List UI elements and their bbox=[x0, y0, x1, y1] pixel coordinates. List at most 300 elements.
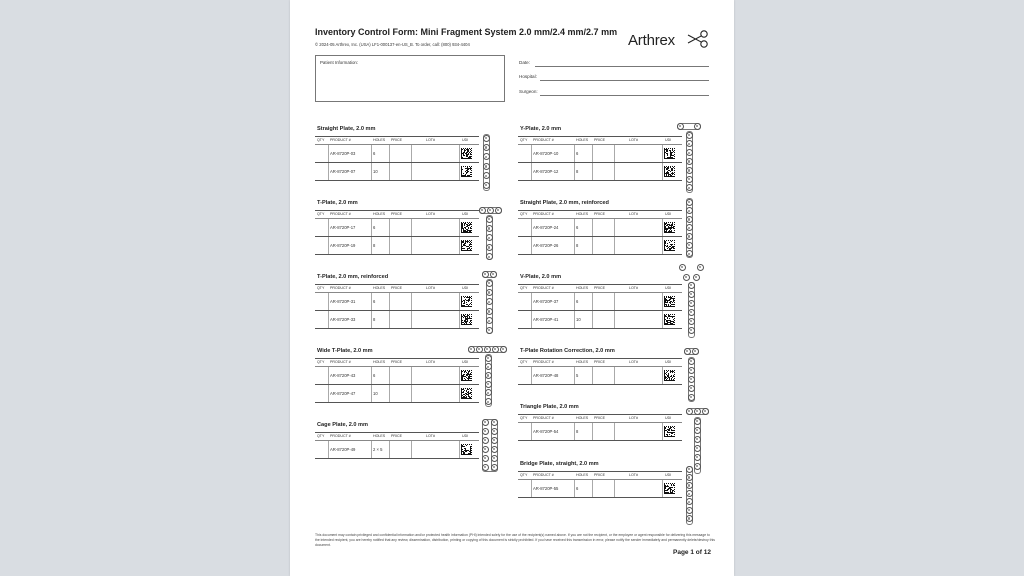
plate-hole bbox=[482, 455, 489, 462]
column-header-udi: UDI bbox=[665, 286, 672, 291]
udi-barcode-icon bbox=[664, 296, 675, 307]
lot-cell[interactable] bbox=[615, 373, 659, 381]
udi-barcode-icon bbox=[664, 314, 675, 325]
plate-hole bbox=[476, 346, 483, 353]
cell-divider bbox=[459, 385, 460, 402]
udi-barcode-icon bbox=[664, 166, 675, 177]
price-cell[interactable] bbox=[593, 299, 613, 307]
table-header bbox=[315, 136, 479, 145]
table-header bbox=[518, 284, 682, 293]
plate-hole bbox=[491, 455, 498, 462]
plate-hole bbox=[483, 172, 490, 179]
plate-hole bbox=[694, 463, 701, 470]
table-row bbox=[315, 385, 479, 403]
price-cell[interactable] bbox=[390, 151, 410, 159]
section-title: Bridge Plate, straight, 2.0 mm bbox=[520, 461, 599, 467]
product-number: AR-8720P-12 bbox=[533, 169, 559, 174]
column-header-product: PRODUCT # bbox=[533, 360, 554, 365]
column-header-qty: QTY bbox=[317, 212, 325, 217]
qty-cell[interactable] bbox=[519, 225, 530, 233]
plate-hole bbox=[485, 381, 492, 388]
holes-value: 6 bbox=[373, 225, 376, 230]
disclaimer-text: This document may contain privileged and confidential information and/or protected health information (PHI) intended solely for the use of the recipient(s) named above. If you are not the recipient, or the employee or agent responsible for delivering this message to the intended recipient, you are hereby notified that any review, dissemination, distribution, printing or copying of this document is strictly prohibited. If you have received this transmission in error, please notify the sender immediately and permanently delete/destroy this document. bbox=[315, 533, 715, 547]
column-header-price: PRICE bbox=[594, 286, 605, 291]
column-header-holes: HOLES bbox=[373, 286, 386, 291]
copyright-line: © 2024-05 Arthrex, Inc. (USA) LF1-000137-en-US_B. To order, call: (800) 934-4404 bbox=[315, 42, 470, 47]
udi-barcode-icon bbox=[461, 222, 472, 233]
cell-divider bbox=[531, 145, 532, 162]
column-header-holes: HOLES bbox=[576, 286, 589, 291]
column-header-holes: HOLES bbox=[373, 434, 386, 439]
plate-hole bbox=[679, 264, 686, 271]
date-line bbox=[535, 66, 709, 67]
column-header-udi: UDI bbox=[462, 434, 469, 439]
table-header bbox=[518, 210, 682, 219]
table-row bbox=[518, 237, 682, 255]
product-table bbox=[315, 358, 479, 403]
qty-cell[interactable] bbox=[519, 169, 530, 177]
qty-cell[interactable] bbox=[519, 317, 530, 325]
product-section bbox=[518, 461, 682, 495]
price-cell[interactable] bbox=[593, 169, 613, 177]
udi-barcode-icon bbox=[664, 483, 675, 494]
holes-value: 6 bbox=[373, 151, 376, 156]
product-section bbox=[518, 274, 682, 325]
plate-hole bbox=[683, 274, 690, 281]
product-section bbox=[315, 200, 479, 251]
cell-divider bbox=[531, 237, 532, 254]
product-section bbox=[518, 404, 682, 438]
price-cell[interactable] bbox=[593, 151, 613, 159]
plate-hole bbox=[686, 176, 693, 183]
cell-divider bbox=[371, 219, 372, 236]
column-header-holes: HOLES bbox=[373, 212, 386, 217]
lot-cell[interactable] bbox=[615, 151, 659, 159]
qty-cell[interactable] bbox=[316, 151, 327, 159]
column-header-udi: UDI bbox=[665, 138, 672, 143]
product-table bbox=[315, 432, 479, 459]
plate-hole bbox=[491, 428, 498, 435]
plate-hole bbox=[686, 408, 693, 415]
qty-cell[interactable] bbox=[316, 299, 327, 307]
product-table bbox=[518, 471, 682, 498]
product-number: AR-8720P-49 bbox=[330, 447, 356, 452]
column-header-udi: UDI bbox=[665, 416, 672, 421]
table-row bbox=[315, 237, 479, 255]
section-title: V-Plate, 2.0 mm bbox=[520, 274, 562, 280]
qty-cell[interactable] bbox=[519, 429, 530, 437]
table-row bbox=[518, 423, 682, 441]
lot-cell[interactable] bbox=[615, 429, 659, 437]
column-header-product: PRODUCT # bbox=[533, 416, 554, 421]
plate-hole bbox=[492, 346, 499, 353]
product-table bbox=[315, 210, 479, 255]
plate-hole bbox=[694, 408, 701, 415]
price-cell[interactable] bbox=[390, 169, 410, 177]
plate-hole bbox=[468, 346, 475, 353]
section-title: Straight Plate, 2.0 mm bbox=[317, 126, 376, 132]
column-header-holes: HOLES bbox=[576, 360, 589, 365]
hospital-line bbox=[540, 80, 709, 81]
cell-divider bbox=[371, 145, 372, 162]
lot-cell[interactable] bbox=[615, 317, 659, 325]
holes-value: 8 bbox=[576, 243, 579, 248]
surgeon-label: Surgeon: bbox=[519, 89, 538, 94]
holes-value: 10 bbox=[373, 169, 378, 174]
plate-hole bbox=[686, 515, 693, 522]
product-table bbox=[315, 284, 479, 329]
cell-divider bbox=[459, 237, 460, 254]
udi-barcode-icon bbox=[461, 388, 472, 399]
plate-hole bbox=[702, 408, 709, 415]
plate-hole bbox=[694, 445, 701, 452]
qty-cell[interactable] bbox=[316, 169, 327, 177]
product-section bbox=[518, 126, 682, 177]
hospital-field[interactable] bbox=[519, 74, 709, 82]
cell-divider bbox=[662, 367, 663, 384]
column-header-lot: LOT# bbox=[426, 138, 435, 143]
column-header-lot: LOT# bbox=[629, 360, 638, 365]
udi-barcode-icon bbox=[461, 370, 472, 381]
plate-hole bbox=[486, 253, 493, 260]
section-title: Cage Plate, 2.0 mm bbox=[317, 422, 368, 428]
product-number: AR-8720P-54 bbox=[533, 429, 559, 434]
section-title: T-Plate, 2.0 mm, reinforced bbox=[317, 274, 389, 280]
price-cell[interactable] bbox=[593, 429, 613, 437]
cell-divider bbox=[328, 145, 329, 162]
cell-divider bbox=[574, 145, 575, 162]
plate-hole bbox=[688, 327, 695, 334]
lot-cell[interactable] bbox=[615, 486, 659, 494]
column-header-qty: QTY bbox=[317, 434, 325, 439]
plate-hole bbox=[486, 280, 493, 287]
qty-cell[interactable] bbox=[519, 243, 530, 251]
product-number: AR-8720P-19 bbox=[330, 243, 356, 248]
column-header-product: PRODUCT # bbox=[533, 138, 554, 143]
cell-divider bbox=[328, 441, 329, 458]
lot-cell[interactable] bbox=[615, 299, 659, 307]
product-table bbox=[518, 210, 682, 255]
product-table bbox=[518, 284, 682, 329]
qty-cell[interactable] bbox=[519, 373, 530, 381]
column-header-price: PRICE bbox=[391, 286, 402, 291]
hospital-label: Hospital: bbox=[519, 74, 537, 79]
column-header-qty: QTY bbox=[520, 473, 528, 478]
form-page bbox=[290, 0, 734, 576]
lot-cell[interactable] bbox=[615, 225, 659, 233]
plate-hole bbox=[500, 346, 507, 353]
qty-cell[interactable] bbox=[316, 225, 327, 233]
lot-cell[interactable] bbox=[412, 299, 456, 307]
cell-divider bbox=[459, 293, 460, 310]
product-section bbox=[518, 348, 682, 382]
column-header-holes: HOLES bbox=[576, 138, 589, 143]
udi-barcode-icon bbox=[664, 426, 675, 437]
column-header-product: PRODUCT # bbox=[533, 286, 554, 291]
page-number: Page 1 of 12 bbox=[673, 549, 711, 556]
holes-value: 8 bbox=[373, 317, 376, 322]
plate-hole bbox=[686, 250, 693, 257]
qty-cell[interactable] bbox=[316, 317, 327, 325]
cell-divider bbox=[574, 293, 575, 310]
column-header-udi: UDI bbox=[665, 360, 672, 365]
cell-divider bbox=[574, 480, 575, 497]
column-header-qty: QTY bbox=[317, 360, 325, 365]
plate-hole bbox=[684, 348, 691, 355]
plate-hole bbox=[486, 317, 493, 324]
qty-cell[interactable] bbox=[316, 243, 327, 251]
udi-barcode-icon bbox=[461, 240, 472, 251]
plate-hole bbox=[487, 207, 494, 214]
product-number: AR-8720P-43 bbox=[330, 373, 356, 378]
price-cell[interactable] bbox=[593, 243, 613, 251]
column-header-product: PRODUCT # bbox=[330, 212, 351, 217]
column-header-qty: QTY bbox=[520, 138, 528, 143]
plate-hole bbox=[485, 389, 492, 396]
cell-divider bbox=[328, 311, 329, 328]
price-cell[interactable] bbox=[390, 391, 410, 399]
holes-value: 8 bbox=[576, 169, 579, 174]
column-header-price: PRICE bbox=[391, 360, 402, 365]
product-number: AR-8720P-33 bbox=[330, 317, 356, 322]
plate-hole bbox=[694, 418, 701, 425]
plate-hole bbox=[484, 346, 491, 353]
plate-hole bbox=[688, 309, 695, 316]
udi-barcode-icon bbox=[664, 370, 675, 381]
plate-hole bbox=[486, 308, 493, 315]
plate-outline bbox=[486, 279, 493, 334]
cell-divider bbox=[662, 293, 663, 310]
lot-cell[interactable] bbox=[412, 391, 456, 399]
plate-hole bbox=[486, 244, 493, 251]
qty-cell[interactable] bbox=[316, 373, 327, 381]
column-header-price: PRICE bbox=[594, 138, 605, 143]
lot-cell[interactable] bbox=[412, 447, 456, 455]
table-row bbox=[518, 163, 682, 181]
table-row bbox=[315, 219, 479, 237]
product-number: AR-8720P-37 bbox=[533, 299, 559, 304]
product-table bbox=[518, 414, 682, 441]
cell-divider bbox=[574, 311, 575, 328]
column-header-product: PRODUCT # bbox=[533, 212, 554, 217]
plate-hole bbox=[686, 158, 693, 165]
table-header bbox=[315, 210, 479, 219]
plate-hole bbox=[686, 149, 693, 156]
plate-hole bbox=[688, 291, 695, 298]
table-row bbox=[315, 145, 479, 163]
holes-value: 10 bbox=[576, 317, 581, 322]
column-header-qty: QTY bbox=[317, 286, 325, 291]
column-header-holes: HOLES bbox=[373, 360, 386, 365]
cell-divider bbox=[531, 163, 532, 180]
holes-value: 5 bbox=[576, 373, 579, 378]
lot-cell[interactable] bbox=[412, 373, 456, 381]
cell-divider bbox=[531, 311, 532, 328]
plate-hole bbox=[482, 428, 489, 435]
lot-cell[interactable] bbox=[615, 169, 659, 177]
price-cell[interactable] bbox=[593, 317, 613, 325]
plate-hole bbox=[686, 466, 693, 473]
column-header-lot: LOT# bbox=[629, 286, 638, 291]
price-cell[interactable] bbox=[390, 373, 410, 381]
plate-hole bbox=[686, 474, 693, 481]
holes-value: 6 bbox=[576, 299, 579, 304]
lot-cell[interactable] bbox=[412, 317, 456, 325]
column-header-price: PRICE bbox=[594, 473, 605, 478]
lot-cell[interactable] bbox=[412, 225, 456, 233]
column-header-udi: UDI bbox=[462, 286, 469, 291]
cell-divider bbox=[371, 367, 372, 384]
plate-hole bbox=[686, 242, 693, 249]
table-row bbox=[518, 480, 682, 498]
table-row bbox=[315, 441, 479, 459]
section-title: T-Plate, 2.0 mm bbox=[317, 200, 358, 206]
qty-cell[interactable] bbox=[519, 151, 530, 159]
plate-hole bbox=[677, 123, 684, 130]
plate-hole bbox=[686, 216, 693, 223]
qty-cell[interactable] bbox=[316, 391, 327, 399]
price-cell[interactable] bbox=[390, 243, 410, 251]
qty-cell[interactable] bbox=[519, 486, 530, 494]
section-title: T-Plate Rotation Correction, 2.0 mm bbox=[520, 348, 615, 354]
price-cell[interactable] bbox=[593, 486, 613, 494]
product-section bbox=[315, 422, 479, 456]
cell-divider bbox=[459, 219, 460, 236]
plate-hole bbox=[686, 507, 693, 514]
plate-hole bbox=[482, 446, 489, 453]
cell-divider bbox=[328, 293, 329, 310]
column-header-lot: LOT# bbox=[629, 212, 638, 217]
column-header-lot: LOT# bbox=[629, 416, 638, 421]
price-cell[interactable] bbox=[390, 447, 410, 455]
lot-cell[interactable] bbox=[615, 243, 659, 251]
price-cell[interactable] bbox=[390, 299, 410, 307]
udi-barcode-icon bbox=[664, 222, 675, 233]
table-row bbox=[315, 367, 479, 385]
cell-divider bbox=[574, 237, 575, 254]
plate-hole bbox=[686, 498, 693, 505]
column-header-price: PRICE bbox=[391, 212, 402, 217]
column-header-price: PRICE bbox=[391, 434, 402, 439]
cell-divider bbox=[328, 219, 329, 236]
plate-hole bbox=[688, 282, 695, 289]
lot-cell[interactable] bbox=[412, 243, 456, 251]
cell-divider bbox=[531, 423, 532, 440]
cell-divider bbox=[371, 163, 372, 180]
table-row bbox=[315, 293, 479, 311]
section-title: Triangle Plate, 2.0 mm bbox=[520, 404, 579, 410]
section-title: Wide T-Plate, 2.0 mm bbox=[317, 348, 373, 354]
price-cell[interactable] bbox=[390, 225, 410, 233]
qty-cell[interactable] bbox=[316, 447, 327, 455]
plate-hole bbox=[490, 271, 497, 278]
cell-divider bbox=[574, 163, 575, 180]
cell-divider bbox=[662, 219, 663, 236]
section-title: Straight Plate, 2.0 mm, reinforced bbox=[520, 200, 609, 206]
lot-cell[interactable] bbox=[412, 169, 456, 177]
cell-divider bbox=[662, 423, 663, 440]
plate-hole bbox=[485, 363, 492, 370]
udi-barcode-icon bbox=[461, 444, 472, 455]
lot-cell[interactable] bbox=[412, 151, 456, 159]
price-cell[interactable] bbox=[390, 317, 410, 325]
column-header-lot: LOT# bbox=[426, 212, 435, 217]
plate-hole bbox=[495, 207, 502, 214]
column-header-qty: QTY bbox=[520, 416, 528, 421]
plate-hole bbox=[686, 199, 693, 206]
plate-hole bbox=[483, 144, 490, 151]
patient-information-box[interactable] bbox=[315, 55, 505, 102]
table-row bbox=[315, 311, 479, 329]
qty-cell[interactable] bbox=[519, 299, 530, 307]
product-number: AR-8720P-17 bbox=[330, 225, 356, 230]
patient-information-label: Patient Information: bbox=[320, 60, 359, 65]
plate-hole bbox=[686, 140, 693, 147]
holes-value: 2 × 5 bbox=[373, 447, 383, 452]
plate-hole bbox=[485, 355, 492, 362]
product-section bbox=[315, 126, 479, 177]
plate-hole bbox=[694, 123, 701, 130]
udi-barcode-icon bbox=[461, 314, 472, 325]
product-number: AR-8720P-55 bbox=[533, 486, 559, 491]
plate-hole bbox=[688, 385, 695, 392]
cell-divider bbox=[574, 423, 575, 440]
cell-divider bbox=[328, 367, 329, 384]
holes-value: 6 bbox=[576, 225, 579, 230]
plate-hole bbox=[686, 490, 693, 497]
cell-divider bbox=[371, 237, 372, 254]
plate-hole bbox=[688, 300, 695, 307]
column-header-holes: HOLES bbox=[576, 473, 589, 478]
cell-divider bbox=[459, 367, 460, 384]
column-header-lot: LOT# bbox=[426, 360, 435, 365]
plate-hole bbox=[686, 207, 693, 214]
holes-value: 6 bbox=[576, 486, 579, 491]
plate-hole bbox=[485, 398, 492, 405]
column-header-udi: UDI bbox=[665, 212, 672, 217]
plate-hole bbox=[491, 464, 498, 471]
column-header-lot: LOT# bbox=[426, 286, 435, 291]
udi-barcode-icon bbox=[461, 296, 472, 307]
cell-divider bbox=[531, 480, 532, 497]
column-header-product: PRODUCT # bbox=[533, 473, 554, 478]
table-row bbox=[518, 293, 682, 311]
date-field[interactable] bbox=[519, 60, 709, 68]
price-cell[interactable] bbox=[593, 373, 613, 381]
surgeon-field[interactable] bbox=[519, 89, 709, 97]
column-header-lot: LOT# bbox=[426, 434, 435, 439]
plate-hole bbox=[686, 184, 693, 191]
cell-divider bbox=[328, 385, 329, 402]
cell-divider bbox=[459, 441, 460, 458]
price-cell[interactable] bbox=[593, 225, 613, 233]
cell-divider bbox=[371, 441, 372, 458]
plate-hole bbox=[694, 436, 701, 443]
product-table bbox=[518, 136, 682, 181]
product-section bbox=[315, 274, 479, 325]
table-row bbox=[315, 163, 479, 181]
plate-hole bbox=[485, 372, 492, 379]
table-row bbox=[518, 311, 682, 329]
cell-divider bbox=[662, 237, 663, 254]
column-header-product: PRODUCT # bbox=[330, 360, 351, 365]
plate-hole bbox=[686, 132, 693, 139]
plate-hole bbox=[483, 135, 490, 142]
udi-barcode-icon bbox=[461, 166, 472, 177]
plate-hole bbox=[692, 348, 699, 355]
column-header-product: PRODUCT # bbox=[330, 286, 351, 291]
holes-value: 8 bbox=[373, 243, 376, 248]
